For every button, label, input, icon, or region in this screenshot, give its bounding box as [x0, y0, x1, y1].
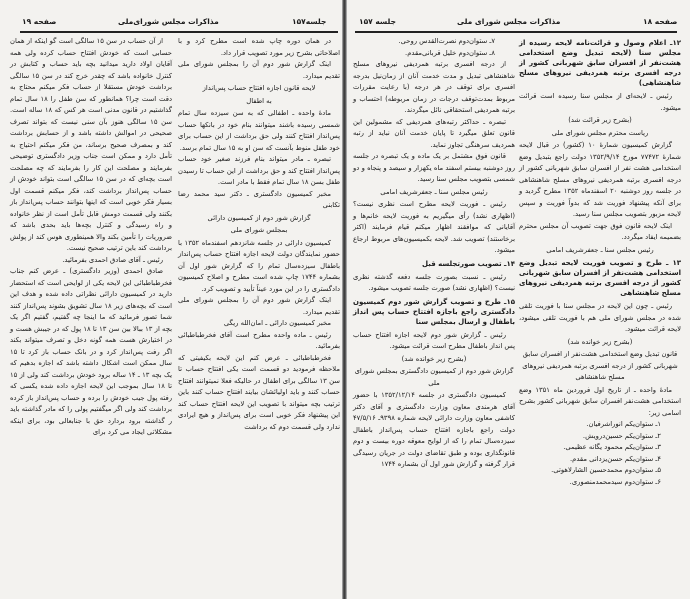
paragraph: اینک لایحه قانون فوق جهت تصویب آن مجلس محترم بضمیمه ایفاد میگردد. — [519, 221, 681, 241]
paragraph: رئیس ـ چون این لایحه در مجلس سنا با فوریت تلقی شده در مجلس شورای ملی هم با فوریت تلقی میشود، لایحه قرائت میشود. — [519, 302, 681, 333]
paragraph: تبصره ـ حداکثر رتبه‌های همردیفی که مشمولین این قانون تعلق میگیرد تا پایان خدمت آنان نباید از رتبه همردیف سرهنگی تجاوز نماید. — [353, 117, 515, 149]
centered-line: (بشرح زیر خوانده شد) — [567, 337, 633, 346]
paragraph: اینک گزارش شور دوم آن را بمجلس شورای ملی تقدیم میدارد. — [178, 60, 340, 80]
session-number: جلسه ۱۵۷ — [359, 17, 396, 26]
paragraph: مادهٔ واحده ـ اطفالی که به سن سیزده سال تمام شمسی رسیده باشند میتوانند بنام خود در بانکها حساب پس‌انداز افتتاح کنند ولی حق برداشت از این حساب برای خود طفل منوط بآنست که سن او به ۱۵ سال تمام برسد. — [178, 109, 340, 152]
right-page — [345, 0, 690, 599]
paragraph: کمیسیون دادگستری در جلسه ۱۳۵۲/۱۲/۱۴ با حضور آقای هرمندی معاون وزارت دادگستری و آقای دکتر کاشفی معاون وزارت دارائی لایحه شماره ۹۳۹۸ـ ۴۷/۵/۱۶ دولت راجع باجازه افتتاح حساب پس‌انداز باطفال سیزده‌سال تمام را که از لوایح معوقه دوره بیست و دوم قانونگذاری بوده و طبق تقاضای دولت در جریان رسیدگی قرار گرفته و گزارش شور اول آن بشماره ۱۷۴۴ — [353, 391, 515, 468]
header-rule — [355, 31, 677, 33]
running-title: مذاکرات مجلس شورای ملی — [457, 17, 561, 26]
paragraph: رئیس ـ آقای صادق احمدی بفرمائید. — [62, 255, 163, 264]
list-item: ۵ـ ستوان‌دوم محمدحسین الشارلاهوتی. — [551, 466, 661, 474]
section-heading: ۱۵ـ طرح و تصویب گزارش شور دوم کمیسیون دادگستری راجع باجازه افتتاح حساب پس انداز باطفال و ارسال بمجلس سنا — [353, 297, 515, 326]
centered-line: گزارش شور دوم از کمیسیون دارائی — [207, 213, 311, 222]
list-item: ۸ـ ستوان‌دوم خلیل قربانی‌مقدم. — [405, 48, 495, 57]
list-item: ۶ـ ستوان‌دوم سیدمحمدمنصوری. — [569, 477, 661, 486]
list-item: ۷ـ ستوان‌دوم نصرت‌القدس روحی. — [398, 37, 495, 45]
section-heading: ۱۳ ـ طرح و تصویب فوریت لایحه تبدیل وضع استخدامی هشت‌نفر از افسران سابق شهربانی کشور از درجه افسری برتبه همردیفی نیروهای مسلح شاهنشاهی — [519, 259, 681, 297]
paragraph: مادهٔ واحده ـ از تاریخ اول فروردین ماه ۱۳۵۱ وضع استخدامی هشت‌نفر افسران سابق شهربانی کشور بشرح اسامی زیر: — [519, 385, 681, 417]
paragraph: صادق احمدی (وزیر دادگستری) ـ عرض کنم جناب فخرطباطبائی این لایحه یکی از لوایحی است که استحضار دارید در کمیسیون دارائی نظراتی داده شده و هدف این است که بچه‌های زیر ۱۸ سال تشویق بشوند پس‌انداز کنند شما تصور فرمائید که ما اینجا چه گفتیم، گفتیم اگر یک بچه از ۱۳ ببالا بین سن ۱۳ تا ۱۸ پول که در جیبش هست و در اختیارش هست همه گونه دخل و تصرف میتواند بکند اگر رفت پس‌انداز کرد و در بانک حساب باز کرد تا ۱۵ سال ممکن است اشکال داشته باشد که اجازه بدهیم که یک بچه ۱۳ ـ ۱۴ ساله برود خودش برداشت کند ولی از ۱۵ تا ۱۸ سال بموجب این لایحه اجازه داده شده یکسی که رفته پول جیب خودش را برده و حساب پس‌انداز باز کرده برداشت کند ولی اگر میگفتیم پولی را که مادر گذاشته باید ر گذاشته برود بردارد حق با جنابعالی بود، برای اینکه مشکلاتی ایجاد می کرد برای — [10, 267, 172, 436]
section-heading: ۱۴ـ تصویب صورتجلسه قبل — [422, 259, 515, 268]
paragraph: از درجه افسری برتبه همردیفی نیروهای مسلح شاهنشاهی تبدیل و مدت خدمت آنان از زمان‌نیل بدرجه افسری برای توقف در هر درجه (با رعایت مقررات مربوط بمدت‌توقف درجات در زمان مربوطه) احتساب و برتبه همردیفی استحقاقی نائل میگردند. — [353, 60, 515, 114]
paragraph: کمیسیون دارائی در جلسه شانزدهم اسفندماه ۱۳۵۲ با حضور نمایندگان دولت لایحه اجازه افتتاح حساب پس‌انداز باطفال سیزده‌سال تمام را که گزارش شور اول آن بشماره ۱۷۴۴ چاپ شده است مطرح و اصلاح کمیسیون دادگستری را در این مورد عیناً تأیید و تصویب کرد. — [178, 238, 340, 293]
paragraph: قانون فوق مشتمل بر یک ماده و یک تبصره در جلسه روز دوشنبه بیستم اسفند ماه یکهزار و سیصد و پنجاه و دو شمسی بتصویب مجلس سنا رسید. — [353, 152, 515, 183]
paragraph: مخبر کمیسیون دادگستری ـ دکتر سید محمد رضا تکابنی — [178, 189, 340, 209]
centered-line: به اطفال — [246, 96, 272, 105]
header-rule — [20, 31, 338, 33]
paragraph: رئیس ـ لایحه‌ای از مجلس سنا رسیده است قرائت میشود. — [519, 92, 681, 112]
running-title: مذاکرات مجلس شورای‌ملی — [118, 17, 219, 26]
centered-line: رئیس مجلس سنا ـ جعفرشریف امامی — [380, 187, 488, 196]
centered-line: ریاست محترم مجلس شورای ملی — [551, 128, 649, 137]
paragraph: رئیس ـ گزارش شور دوم لایحه اجازه افتتاح حساب پس انداز باطفال مطرح است قرائت میشود. — [353, 330, 515, 350]
list-item: ۴ـ ستوان‌یکم حسن‌یزدانی مقدم. — [569, 454, 661, 463]
list-item: ۳ـ ستوان‌یکم محمود یگانه عظیمی. — [563, 443, 661, 451]
centered-line: گزارش شور دوم از کمیسیون دادگستری بمجلس شورای ملی — [354, 367, 514, 387]
page-number: صفحه ۱۸ — [643, 17, 678, 26]
paragraph: فخرطباطبائی ـ عرض کنم این لایحه بکیفیتی که ملاحظه فرمودید دو قسمت است یکی افتتاح حساب تا سن ۱۳ سالگی برای اطفال در حالیکه فعلا نمیتوانند افتتاح حساب کنند و باید اولیائشان بیایند افتتاح حساب کنند باین ترتیب بچه میتواند با تصویب این لایحه افتتاح حساب کند این پیشنهاد فکر خوبی است برای پس‌انداز و هیچ ایرادی ندارد ولی قسمت دوم که برداشت — [178, 353, 341, 431]
paragraph: رئیس ـ ماده واحده مطرح است آقای فخرطباطبائی بفرمائید. — [178, 330, 340, 350]
paragraph: رئیس ـ فوریت لایحه مطرح است نظری نیست؟ (اظهاری نشد) رأی میگیریم به فوریت لایحه خانم‌ها و آقایانی که موافقند اظهار میکنم قیام فرمایند (اکثر برخاستند) تصویب شد. لایحه بکمیسیون‌های مربوط ارجاع میشود. — [353, 200, 515, 254]
paragraph: رئیس ـ نسبت بصورت جلسه دفعه گذشته نظری نیست؟ (اظهاری نشد) صورت جلسه تصویب میشود. — [353, 272, 515, 292]
paragraph: اینک گزارش شور دوم آن را بمجلس شورای ملی تقدیم میدارد. — [178, 296, 340, 316]
centered-line: رئیس مجلس سنا ـ جعفرشریف امامی — [546, 245, 654, 254]
centered-line: قانون تبدیل وضع استخدامی هشت‌نفر از افسران سابق شهربانی کشور از درجه افسری برتبه همردیفی نیروهای مسلح شاهنشاهی — [522, 350, 678, 381]
centered-line: (بشرح زیر خوانده شد) — [401, 354, 467, 363]
centered-line: لایحه قانون اجازه افتتاح حساب پس‌انداز — [202, 84, 316, 92]
centered-line: بمجلس شورای ملی — [230, 226, 288, 234]
list-item: ۲ـ ستوان‌یکم حسین‌درویش. — [582, 431, 661, 440]
centered-line: (بشرح زیر قرائت شد) — [568, 116, 632, 124]
session-number: جلسه۱۵۷ — [292, 17, 327, 26]
paragraph: از آن حساب در سن ۱۵ سالگی است گو اینکه از همان حسابی است که خودش افتتاح حساب کرده ولی همه آقایان اولاد دارید میدانید بچه باید حساب و کتابش در کنترل خانواده باشد که چقدر خرج کند در سن ۱۵ سالگی برداشت خودش مستقلا از حساب فکر میکنم محتاج به دقت است چرا؟ همانطور که سن طفل را ۱۸ سال تمام گذاشتیم در قانون مدنی است هر کس که ۱۸ ساله است. سن ۱۵ سالگی هنوز بآن سنی نیست که بتواند تصرف صحیحی در اموالش داشته باشد و از حسابش برداشت کند و بمصرف صحیح برساند، من فکر میکنم احتیاج به تأمل دارد و ممکن است جناب وزیر دادگستری توضیحی بفرمایند و مصلحت این کار را بفرمایند که چه مصلحت است بچه‌ای که در سن ۱۵ سالگی است بتواند خودش از حساب پس‌انداز برداشت کند، فکر میکنم قسمت اول بسیار فکر خوبی است که اینها بتوانند حساب پس‌انداز باز بکنند ولی قسمت دومش قابل تأمل است از نظر خانواده و راه رسیدگی و کنترل بچه‌ها باید بحدی باشد که ضروریات را تأمین بکند والا همینطوری هوس کند از پولش برداشت کند باین ترتیب صحیح نیست. — [10, 37, 173, 252]
paragraph: در همان دوره چاپ شده است مطرح کرد و با اصلاحاتی بشرح زیر مورد تصویب قرار داد. — [178, 37, 340, 57]
text-column-right — [519, 36, 681, 488]
text-column-left — [353, 36, 515, 471]
paragraph: تبصره ـ مادر میتواند بنام فرزند صغیر خود حساب پس‌انداز افتتاح کند و حق برداشت از این حساب تا رسیدن طفل بسن ۱۸ سال تمام فقط با مادر است. — [178, 155, 340, 186]
paragraph: گزارش کمیسیون شمارهٔ ۱۰ (کشور) در قبال لایحه شمارهٔ ۷۷۴۷۲ مورخ ۱۳۵۲/۹/۱۴ دولت راجع بتبدیل وضع استخدامی هشت نفر از افسران سابق شهربانی کشور از درجه افسری برتبه همردیفی نیروهای مسلح شاهنشاهی در جلسه روز دوشنبه ۲۰ اسفندماه ۱۳۵۲ مطرح گردید و برای آنکه پیشنهاد فوریت شد که بدواً فوریت و سپس لایحه مزبور بتصویب مجلس سنا رسید. — [519, 141, 682, 218]
paragraph: مخبر کمیسیون دارائی ـ امان‌الله ریگی — [223, 319, 331, 327]
list-item: ۱ـ ستوان‌یکم انوراشرفیان. — [586, 420, 661, 428]
page-number: صفحه ۱۹ — [22, 17, 57, 26]
section-heading: ۱۲ـ اعلام وصول و قرائت‌نامه لایحه رسیده از مجلس سنا (لایحه تبدیل وضع استخدامی هشت‌نفر از افسران سابق شهربانی کشور از درجه افسری برتبه همردیفی نیروهای مسلح شاهنشاهی) — [519, 39, 681, 87]
text-column-left — [10, 36, 172, 439]
text-column-right — [178, 36, 340, 433]
